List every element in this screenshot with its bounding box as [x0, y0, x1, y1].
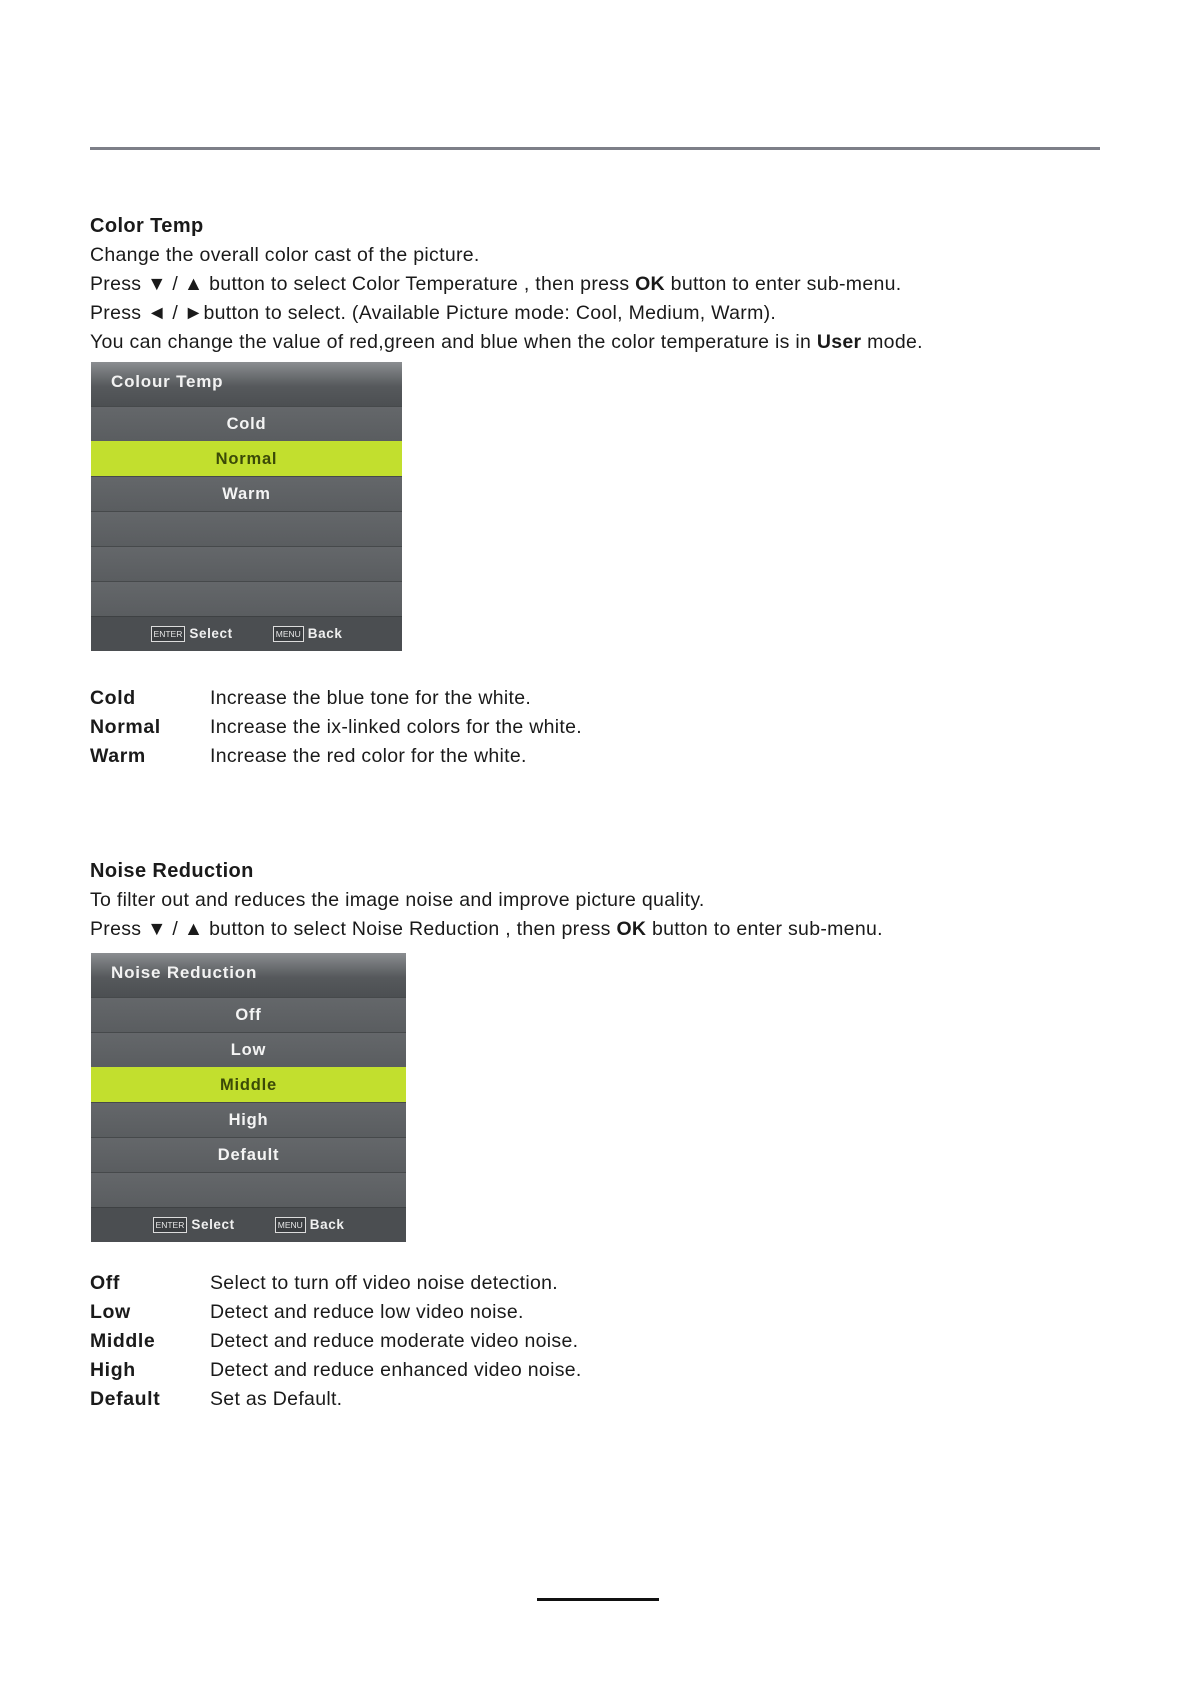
definition-term: Normal — [90, 716, 161, 738]
osd-menu-title: Noise Reduction — [91, 953, 406, 997]
definition-desc: Select to turn off video noise detection. — [210, 1272, 558, 1294]
user-mode-end: mode. — [867, 331, 923, 353]
select-hint-label: Select — [189, 626, 233, 641]
definition-term: Low — [90, 1301, 131, 1323]
press-instruction: button to select Noise Reduction , then press — [209, 918, 611, 940]
top-rule — [90, 147, 1100, 150]
osd-menu-item-empty — [91, 546, 402, 581]
back-hint — [273, 617, 343, 651]
definition-desc: Detect and reduce low video noise. — [210, 1301, 524, 1323]
back-hint-label: Back — [307, 626, 343, 641]
noise-reduction-press-line — [90, 915, 1140, 944]
osd-menu-footer — [91, 616, 402, 651]
color-temp-definitions — [90, 684, 582, 771]
definition-desc: Increase the ix-linked colors for the white. — [210, 716, 582, 738]
definition-term: Middle — [90, 1330, 156, 1352]
color-temp-heading: Color Temp — [90, 215, 204, 237]
osd-menu-item-cold[interactable]: Cold — [91, 406, 402, 441]
osd-menu-item-empty — [91, 1172, 406, 1207]
left-right-arrows-icon: ◄ / ► — [147, 302, 204, 324]
enter-key-icon: ENTER — [153, 1217, 188, 1233]
select-hint-label: Select — [191, 1217, 235, 1232]
press-word: Press — [90, 273, 142, 295]
definition-term: Cold — [90, 687, 136, 709]
definition-desc: Set as Default. — [210, 1388, 343, 1410]
menu-key-icon: MENU — [273, 626, 304, 642]
select-hint — [153, 1208, 235, 1242]
osd-menu-item-middle[interactable]: Middle — [91, 1067, 406, 1102]
back-hint — [275, 1208, 345, 1242]
osd-menu-item-normal[interactable]: Normal — [91, 441, 402, 476]
definition-term: High — [90, 1359, 136, 1381]
enter-key-icon: ENTER — [151, 626, 186, 642]
down-up-arrows-icon: ▼ / ▲ — [147, 273, 204, 295]
press-instruction: button to select Color Temperature , then press — [209, 273, 630, 295]
definition-row — [90, 742, 582, 771]
definition-desc: Increase the red color for the white. — [210, 745, 527, 767]
definition-desc: Increase the blue tone for the white. — [210, 687, 532, 709]
osd-menu-footer — [91, 1207, 406, 1242]
definition-desc: Detect and reduce enhanced video noise. — [210, 1359, 582, 1381]
definition-desc: Detect and reduce moderate video noise. — [210, 1330, 579, 1352]
osd-menu-title: Colour Temp — [91, 362, 402, 406]
ok-key-label: OK — [635, 273, 665, 295]
osd-menu-item-warm[interactable]: Warm — [91, 476, 402, 511]
bottom-rule — [537, 1598, 659, 1601]
down-up-arrows-icon: ▼ / ▲ — [147, 918, 204, 940]
user-mode-instruction: You can change the value of red,green and blue when the color temperature is in — [90, 331, 812, 353]
ok-key-label: OK — [616, 918, 647, 940]
osd-menu-item-off[interactable]: Off — [91, 997, 406, 1032]
noise-reduction-osd-menu — [91, 953, 406, 1242]
press-instruction-end: button to enter sub-menu. — [652, 918, 883, 940]
color-temp-section — [90, 212, 1140, 357]
colour-temp-osd-menu — [91, 362, 402, 651]
color-temp-press-line-3 — [90, 328, 1140, 357]
definition-term: Warm — [90, 745, 146, 767]
definition-row — [90, 1269, 582, 1298]
osd-menu-item-high[interactable]: High — [91, 1102, 406, 1137]
osd-menu-item-default[interactable]: Default — [91, 1137, 406, 1172]
select-hint — [151, 617, 233, 651]
press-word: Press — [90, 918, 142, 940]
definition-row — [90, 713, 582, 742]
definition-term: Default — [90, 1388, 161, 1410]
user-mode-label: User — [816, 331, 862, 353]
osd-menu-item-empty — [91, 511, 402, 546]
definition-row — [90, 684, 582, 713]
menu-key-icon: MENU — [275, 1217, 306, 1233]
definition-term: Off — [90, 1272, 120, 1294]
press-word: Press — [90, 302, 142, 324]
color-temp-press-line-2 — [90, 299, 1140, 328]
color-temp-press-line-1 — [90, 270, 1140, 299]
press-instruction-end: button to enter sub-menu. — [670, 273, 902, 295]
color-temp-intro: Change the overall color cast of the picture. — [90, 244, 480, 266]
noise-reduction-intro: To filter out and reduces the image noise and improve picture quality. — [90, 889, 705, 911]
osd-menu-item-low[interactable]: Low — [91, 1032, 406, 1067]
noise-reduction-definitions — [90, 1269, 582, 1414]
definition-row — [90, 1356, 582, 1385]
definition-row — [90, 1298, 582, 1327]
noise-reduction-heading: Noise Reduction — [90, 860, 254, 882]
press-instruction: button to select. (Available Picture mode: Cool, Medium, Warm). — [203, 302, 777, 324]
osd-menu-item-empty — [91, 581, 402, 616]
noise-reduction-section — [90, 857, 1140, 944]
definition-row — [90, 1327, 582, 1356]
back-hint-label: Back — [309, 1217, 345, 1232]
definition-row — [90, 1385, 582, 1414]
